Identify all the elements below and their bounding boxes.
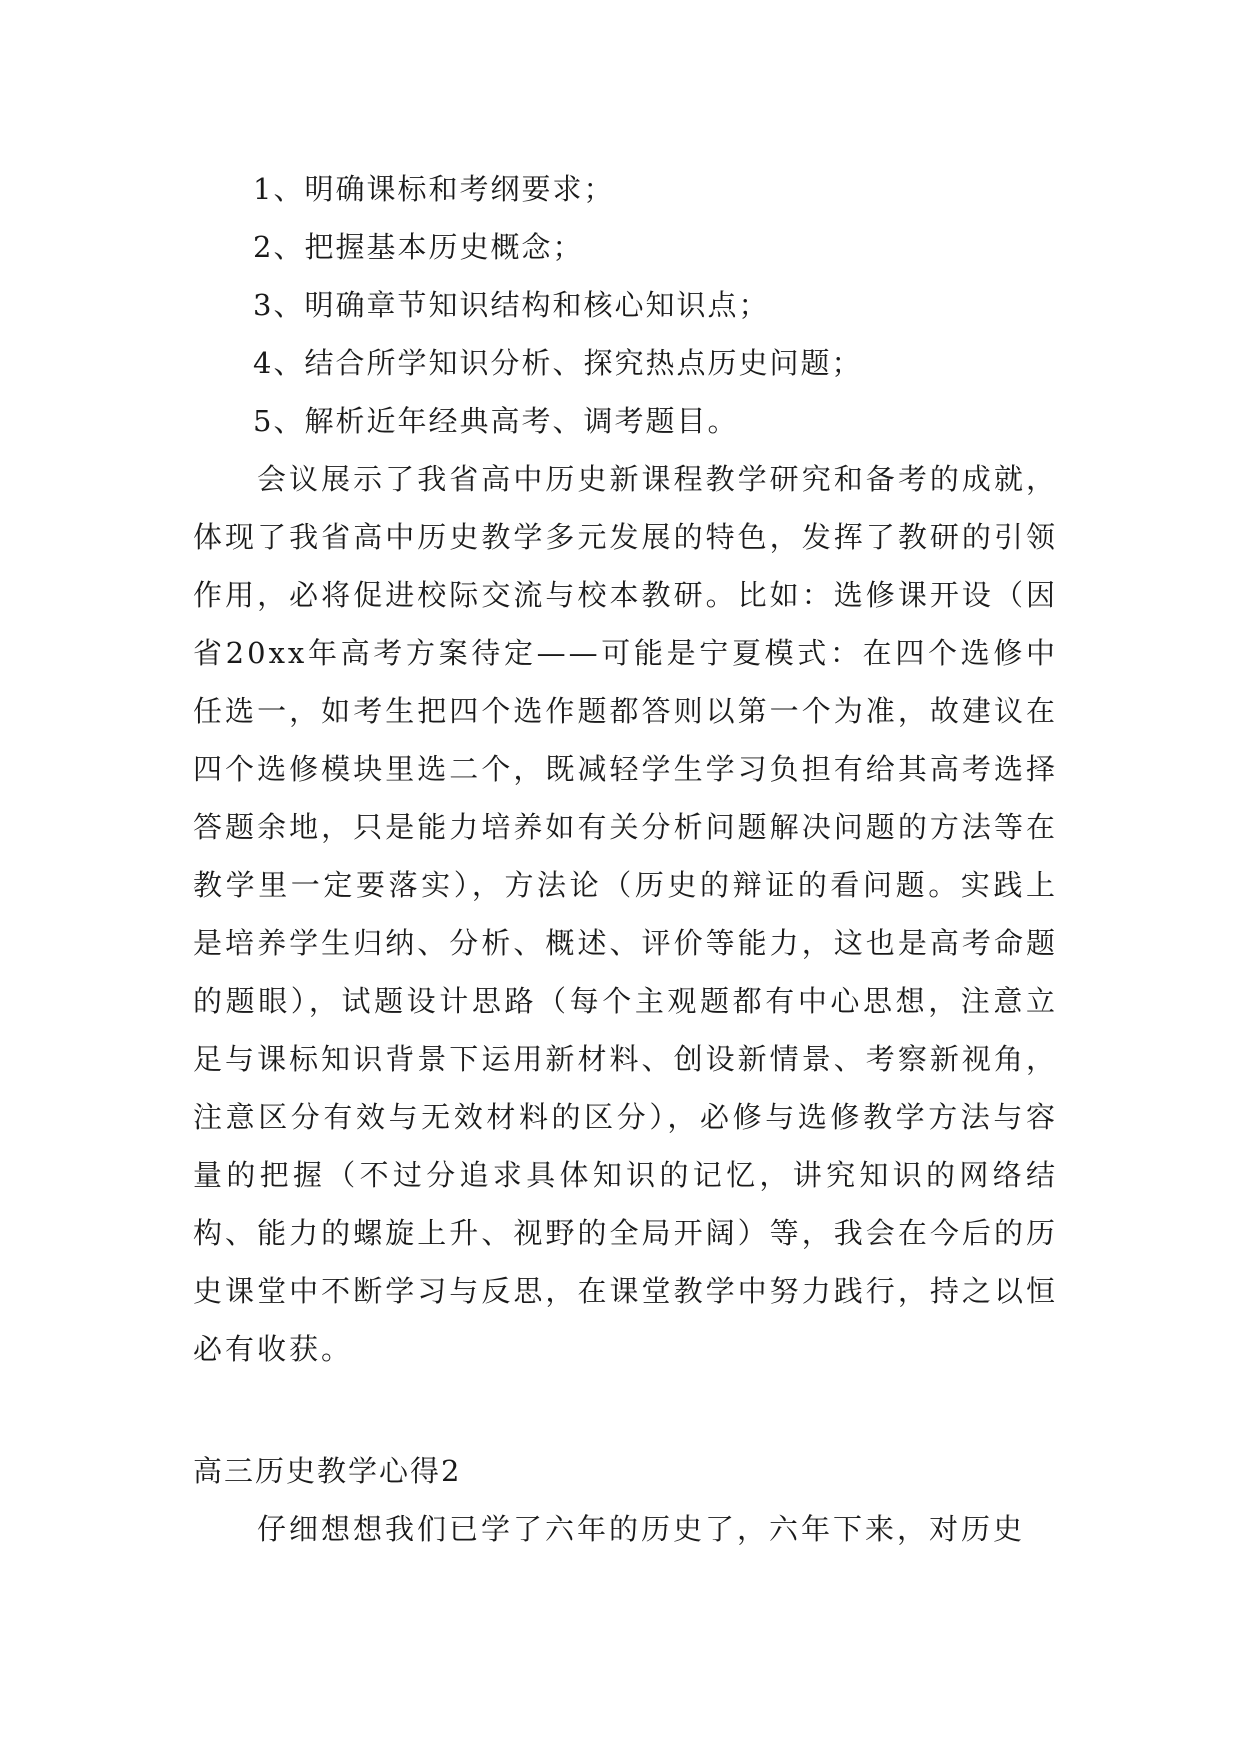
body-paragraph: 会议展示了我省高中历史新课程教学研究和备考的成就，体现了我省高中历史教学多元发展的特色，发挥了教研的引领作用，必将促进校际交流与校本教研。比如：选修课开设（因省20xx年高考方案待定——可能是宁夏模式：在四个选修中任选一，如考生把四个选作题都答则以第一个为准，故建议在四个选修模块里选二个，既减轻学生学习负担有给其高考选择答题余地，只是能力培养如有关分析问题解决问题的方法等在教学里一定要落实），方法论（历史的辩证的看问题。实践上是培养学生归纳、分析、概述、评价等能力，这也是高考命题的题眼），试题设计思路（每个主观题都有中心思想，注意立足与课标知识背景下运用新材料、创设新情景、考察新视角，注意区分有效与无效材料的区分），必修与选修教学方法与容量的把握（不过分追求具体知识的记忆，讲究知识的网络结构、能力的螺旋上升、视野的全局开阔）等，我会在今后的历史课堂中不断学习与反思，在课堂教学中努力践行，持之以恒必有收获。	[193, 462, 1058, 1366]
requirements-list	[253, 160, 1053, 450]
body-paragraph: 仔细想想我们已学了六年的历史了，六年下来，对历史	[257, 1512, 1026, 1546]
list-item: 5、解析近年经典高考、调考题目。	[253, 404, 739, 438]
list-item: 2、把握基本历史概念；	[253, 230, 584, 264]
list-item: 4、结合所学知识分析、探究热点历史问题；	[253, 346, 863, 380]
list-item: 3、明确章节知识结构和核心知识点；	[253, 288, 770, 322]
section-heading: 高三历史教学心得2	[193, 1454, 462, 1488]
list-item: 1、明确课标和考纲要求；	[253, 172, 615, 206]
